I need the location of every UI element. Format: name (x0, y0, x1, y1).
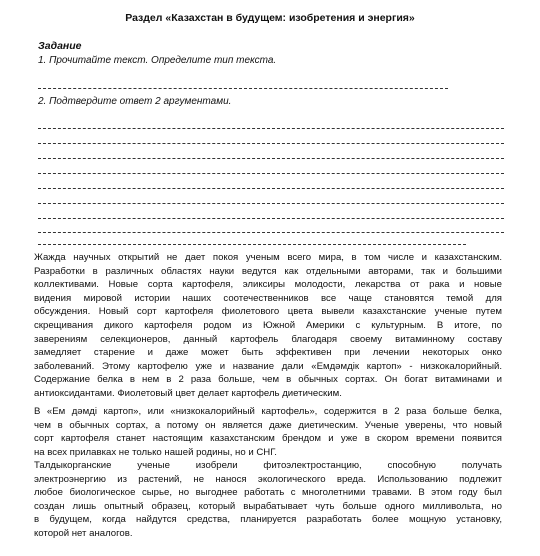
paragraph-potato (34, 251, 502, 401)
answer-line-10[interactable] (38, 244, 466, 245)
text-line: видения мировой истории наших соотечественников все чаще становятся темой для (34, 292, 502, 304)
text-line: скрещивания дикого картофеля родом из Южной Америки с культурным. В итоге, по (34, 319, 502, 331)
text-line: чем в обычных сортах, а потому он является даже диетическим. Ученые уверены, что новый (34, 419, 502, 431)
answer-line-1[interactable] (38, 88, 448, 89)
text-line: обсуждения. Новый сорт картофеля фиолетового цвета вывели казахстанские ученые путем (34, 306, 502, 318)
text-line: замедляет старение и даже может быть эффективен при лечении некоторых онко (34, 347, 502, 359)
paragraph-potato-brand (34, 405, 502, 459)
text-line: заверениям селекционеров, данный картофель благодаря своему витаминному составу (34, 333, 502, 345)
text-line: Талдыкорганские ученые изобрели фитоэлектростанцию, способную получать (34, 460, 502, 471)
question-2: 2. Подтвердите ответ 2 аргументами. (38, 96, 232, 107)
text-line: Содержание белка в нем в 2 раза больше, чем в обычных сортах. Он богат витаминами и (34, 374, 502, 386)
text-line: в будущем, когда найдутся средства, планируется разработать более мощную установку, (34, 514, 502, 526)
text-line: коллективами. Новые сорта картофеля, эликсиры молодости, лекарства от рака и новые (34, 279, 502, 291)
page-title: Раздел «Казахстан в будущем: изобретения и энергия» (125, 12, 415, 24)
answer-line-6[interactable] (38, 188, 504, 189)
task-heading: Задание (38, 40, 82, 52)
paragraph-phyto-station (34, 459, 502, 541)
text-line: сорт картофеля станет настоящим казахстанским брендом и уже в скором времени появится (34, 433, 502, 445)
answer-line-4[interactable] (38, 158, 504, 159)
answer-line-7[interactable] (38, 203, 504, 204)
text-line: Жажда научных открытий не дает покоя ученым всего мира, в том числе и казахстанским. (34, 252, 502, 263)
answer-line-5[interactable] (38, 173, 504, 174)
text-line: которой нет аналогов. (34, 527, 133, 539)
text-line: антиоксидантами. Фиолетовый цвет делает картофель диетическим. (34, 387, 342, 399)
text-line: Разработки в различных областях науки ведутся как отдельными авторами, так и большими (34, 265, 502, 277)
answer-line-2[interactable] (38, 128, 504, 129)
text-line: на всех прилавках не только нашей родины, но и СНГ. (34, 446, 277, 458)
answer-line-8[interactable] (38, 218, 504, 219)
answer-line-9[interactable] (38, 232, 504, 233)
text-line: электроэнергию из растений, не нанося экологического вреда. Использованию подлежит (34, 473, 502, 485)
text-line: создан лишь опытный образец, который вырабатывает чуть больше одного милливольта, но (34, 500, 502, 512)
question-1: 1. Прочитайте текст. Определите тип текста. (38, 55, 277, 66)
answer-line-3[interactable] (38, 143, 504, 144)
text-line: любое биологическое сырье, но выгоднее работать с многолетними травами. В этом году был (34, 487, 502, 499)
text-line: В «Ем дәмді картоп», или «низкокалорийный картофель», содержится в 2 раза больше белка, (34, 406, 502, 417)
text-line: заболеваний. Этому картофелю уже и название дали «Емдәмдік картоп» - низкокалорийный. (34, 360, 502, 372)
